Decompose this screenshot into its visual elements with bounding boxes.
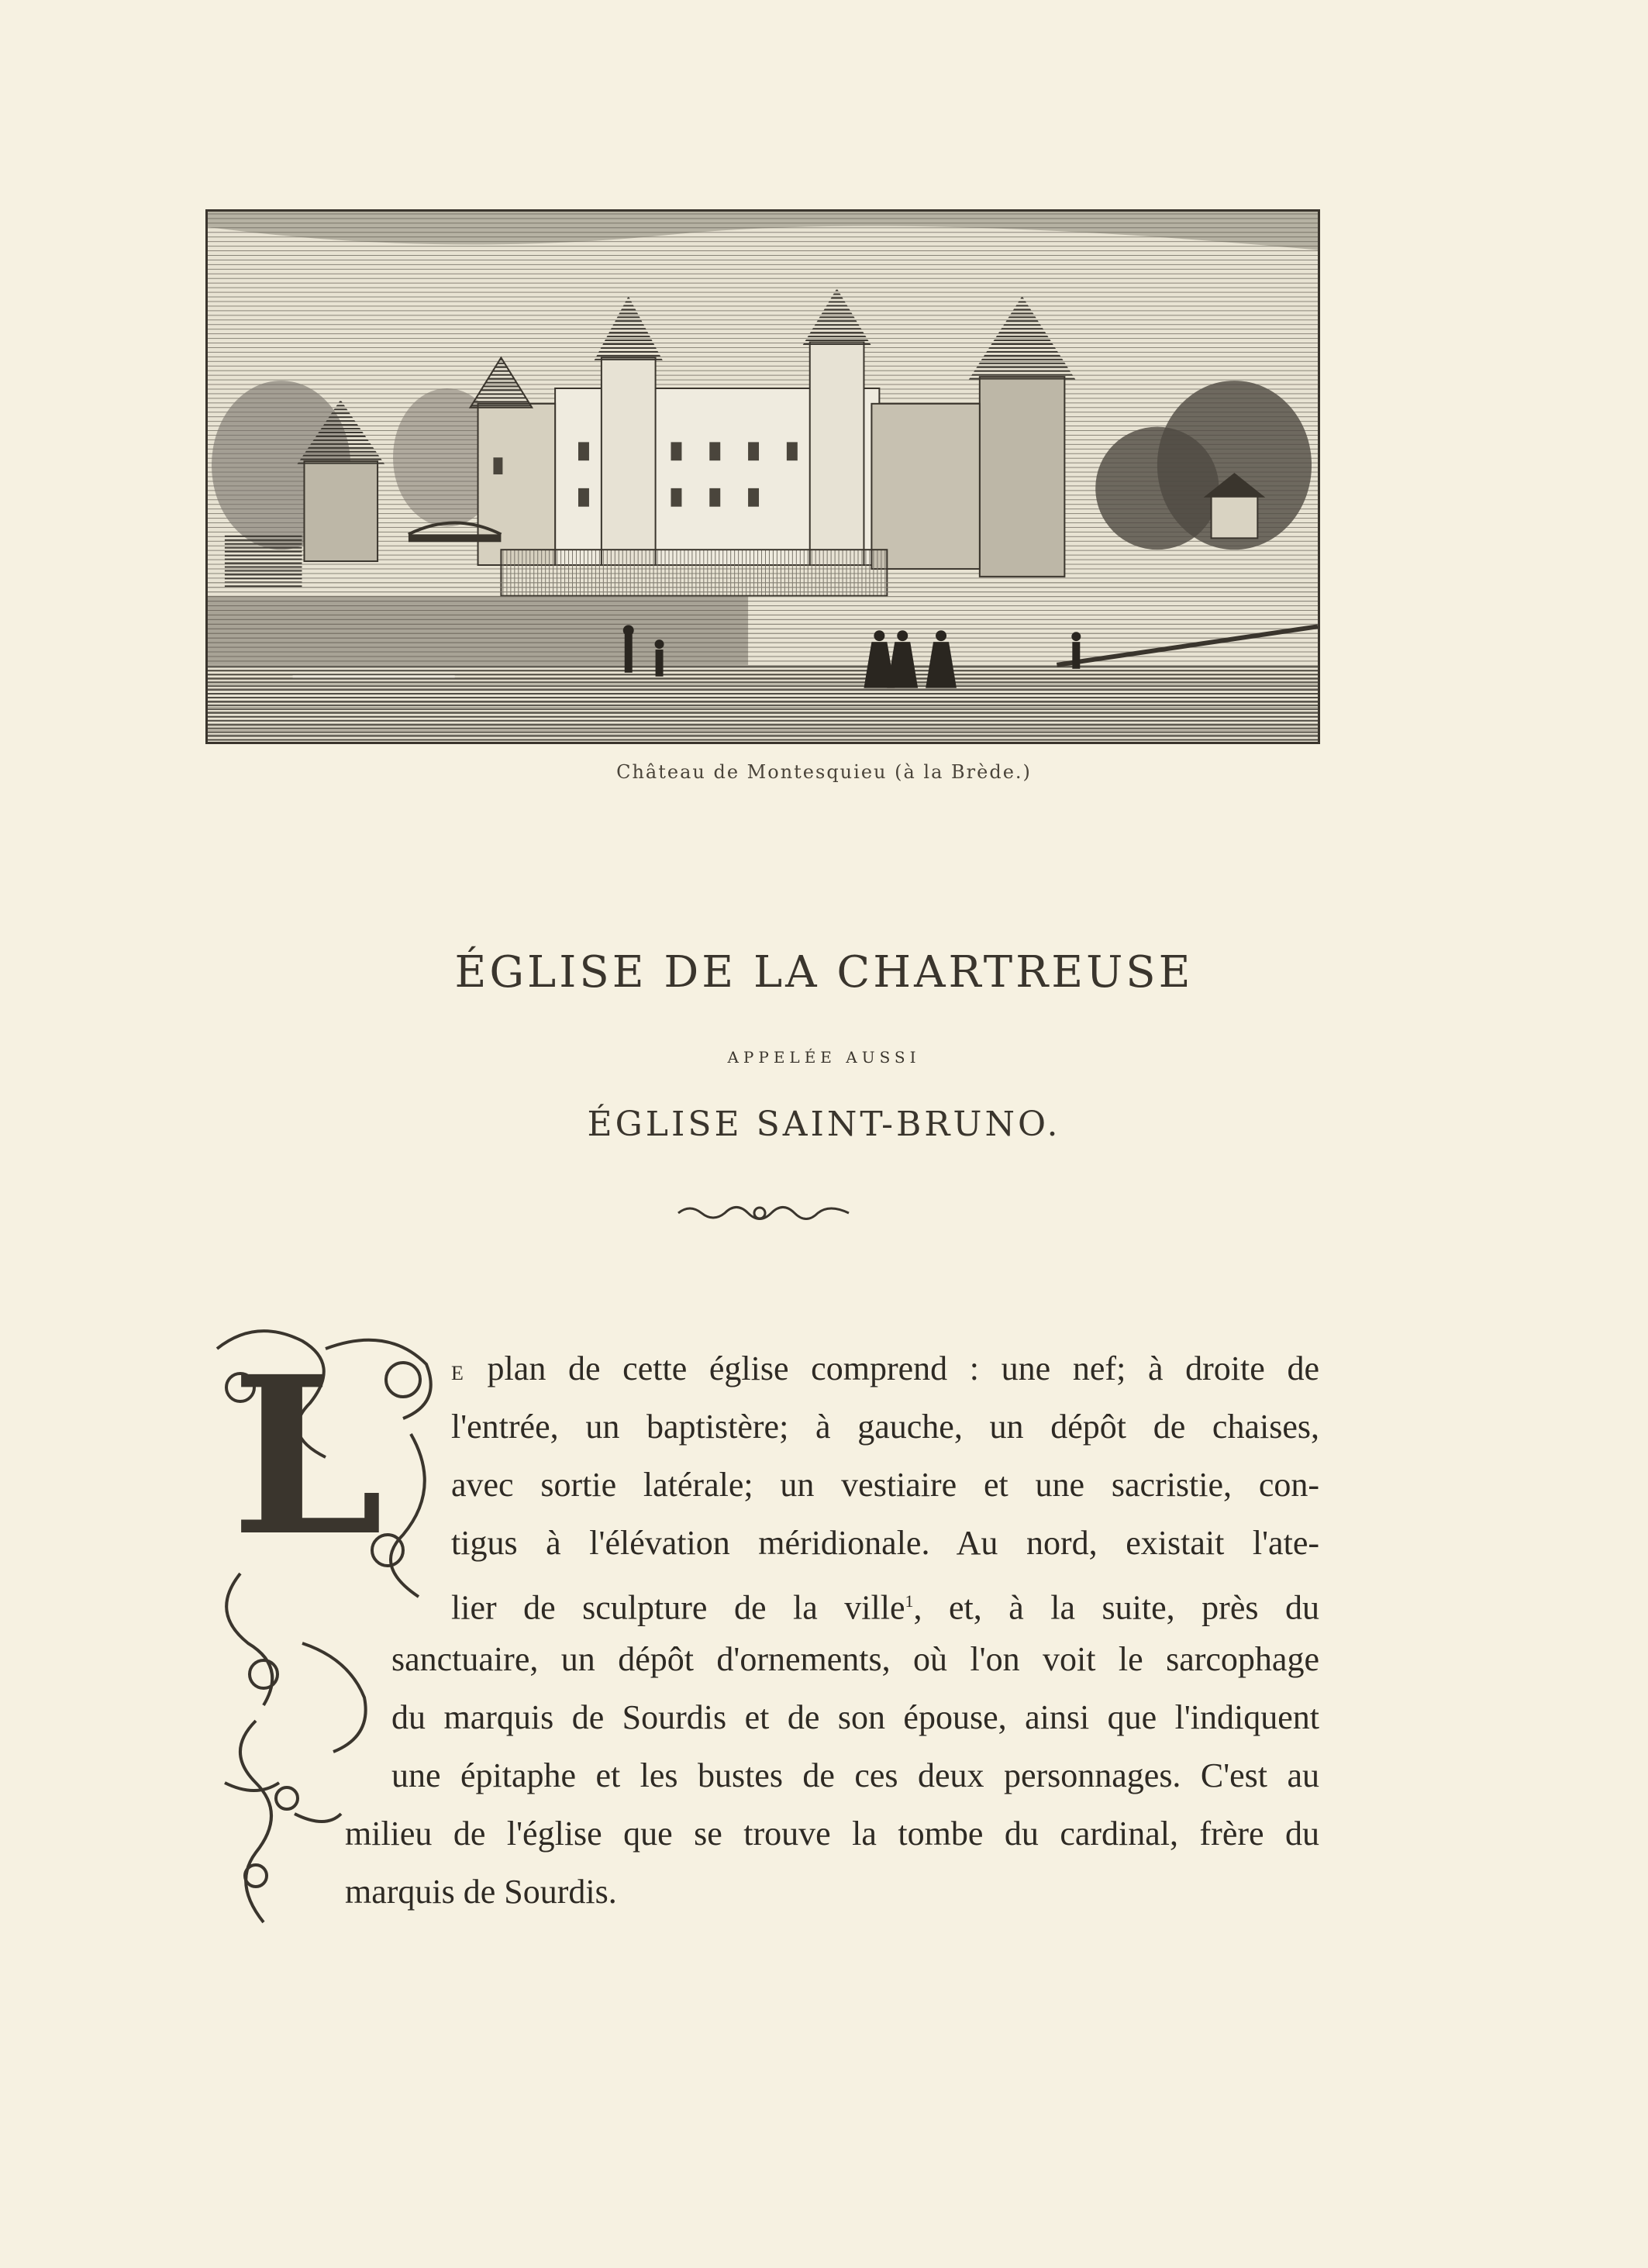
page-title: ÉGLISE DE LA CHARTREUSE — [454, 947, 1194, 998]
illustration-caption: Château de Montesquieu (à la Brède.) — [616, 761, 1032, 783]
decorative-divider — [674, 1198, 853, 1229]
subtitle-small: APPELÉE AUSSI — [727, 1048, 921, 1067]
chateau-engraving — [205, 209, 1320, 744]
footnote-marker: 1 — [905, 1591, 914, 1611]
text-line — [451, 1572, 1319, 1630]
text-line: avec sortie latérale; un vestiaire et une sacristie, con- — [451, 1466, 1319, 1504]
text-line: une épitaphe et les bustes de ces deux personnages. C'est au — [391, 1756, 1319, 1794]
lead-capital: E — [451, 1362, 465, 1384]
text-line — [451, 1339, 1319, 1398]
text-line: tigus à l'élévation méridionale. Au nord, existait l'ate- — [451, 1524, 1319, 1562]
dropcap-letter: L — [231, 1329, 384, 1584]
text-line: du marquis de Sourdis et de son épouse, ainsi que l'indiquent — [391, 1698, 1319, 1736]
text-line: l'entrée, un baptistère; à gauche, un dépôt de chaises, — [451, 1408, 1319, 1446]
text-line: milieu de l'église que se trouve la tombe du cardinal, frère du — [345, 1815, 1319, 1853]
line-text: plan de cette église comprend : une nef; à droite de — [464, 1349, 1319, 1387]
line-text: , et, à la suite, près du — [913, 1588, 1319, 1627]
text-line: sanctuaire, un dépôt d'ornements, où l'on voit le sarcophage — [391, 1640, 1319, 1678]
line-text: lier de sculpture de la ville — [451, 1588, 905, 1627]
subtitle: ÉGLISE SAINT-BRUNO. — [587, 1105, 1061, 1144]
text-line: marquis de Sourdis. — [345, 1873, 617, 1911]
